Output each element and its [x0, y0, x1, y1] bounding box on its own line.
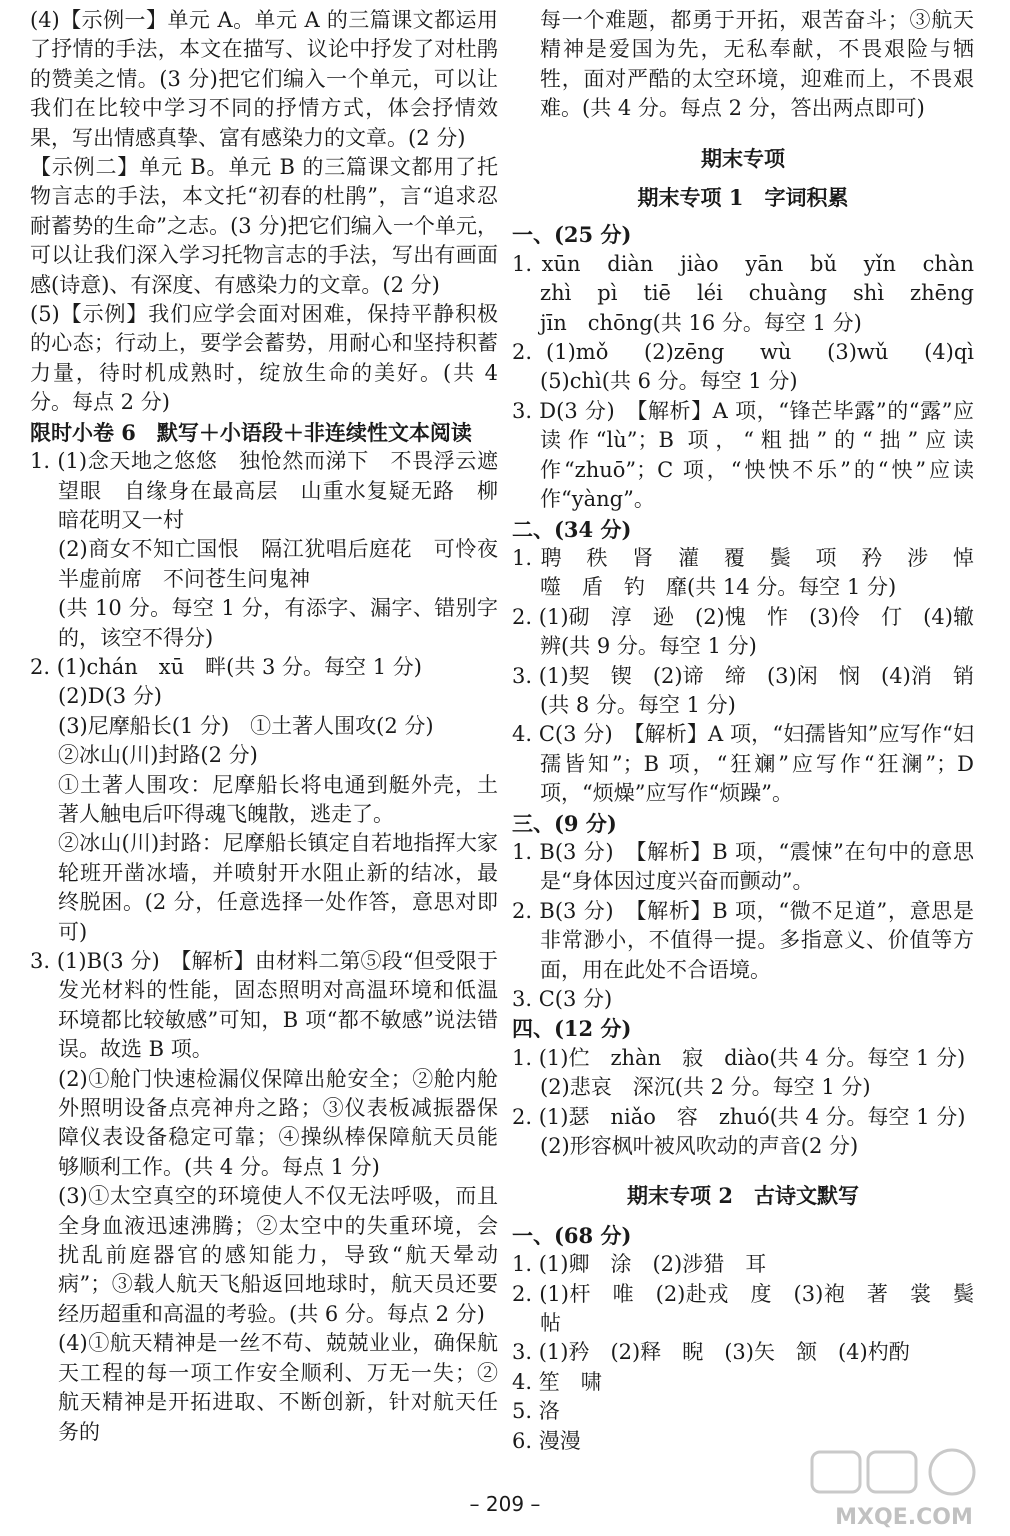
part-4-heading: 四、(12 分)	[512, 1016, 632, 1042]
part-3-q2: 2. B(3 分) 【解析】B 项，“微不足道”，意思是非常渺小，不值得一提。多指意义、价值等方面，用在此处不合语境。	[512, 898, 974, 982]
part-3-q3: 3. C(3 分)	[512, 987, 613, 1011]
part-1-heading: 一、(25 分)	[512, 222, 632, 248]
right-column	[512, 6, 995, 1456]
part-4-q2b: (2)形容枫叶被风吹动的声音(2 分)	[540, 1134, 859, 1159]
q2-explain-1: ①土著人围攻：尼摩船长将电通到艇外壳，土著人触电后吓得魂飞魄散，逃走了。	[58, 772, 498, 826]
q2-part1: 2. (1)chán xū 畔(共 3 分。每空 1 分)	[30, 654, 422, 679]
section-title-final: 期末专项	[701, 145, 785, 171]
q2-part3: (3)尼摩船长(1 分) ①土著人围攻(2 分)	[58, 713, 434, 738]
poetry-part-1-heading: 一、(68 分)	[512, 1222, 632, 1248]
part-3-heading: 三、(9 分)	[512, 810, 617, 836]
poetry-q6: 6. 漫漫	[512, 1428, 581, 1453]
q3-part2: (2)①舱门快速检漏仪保障出舱安全；②舱内舱外照明设备点亮神舟之路；③仪表板减振器保障仪表设备稳定可靠；④操纵棒保障航天员能够顺利工作。(共 4 分。每点 1 分)	[58, 1066, 498, 1179]
q3-part3: (3)①太空真空的环境使人不仅无法呼吸，而且全身血液迅速沸腾；②太空中的失重环境，会扰乱前庭器官的感知能力，导致“航天晕动病”；③载人航天飞船返回地球时，航天员还要经历超重和高温的考验。(共 6 分。每点 2 分)	[58, 1184, 498, 1326]
poetry-q4: 4. 笙 啸	[512, 1369, 602, 1394]
left-column	[30, 6, 498, 1447]
part-2-q2: 2. (1)砌 淳 逊 (2)愧 怍 (3)伶 仃 (4)辙 辨(共 9 分。每空 1 分)	[512, 604, 995, 659]
q3-part4: (4)①航天精神是一丝不苟、兢兢业业，确保航天工程的每一项工作安全顺利、万无一失；②航天精神是开拓进取、不断创新，针对航天任务的	[58, 1331, 498, 1444]
q2-explain-2: ②冰山(川)封路：尼摩船长镇定自若地指挥大家轮班开凿冰墙，并喷射开水阻止新的结冰，最终脱困。(2 分，任意选择一处作答，意思对即可)	[58, 831, 498, 944]
part-1-q2: 2. (1)mǒ (2)zēng wù (3)wǔ (4)qì (5)chì(共 6 分。每空 1 分)	[512, 340, 995, 394]
part-3-q1: 1. B(3 分) 【解析】B 项，“震悚”在句中的意思是“身体因过度兴奋而颤动”。	[512, 839, 974, 894]
answer-5: (5)【示例】我们应学会面对困难，保持平静积极的心态；行动上，要学会蓄势，用耐心和坚持积蓄力量，待时机成熟时，绽放生命的美好。(共 4 分。每点 2 分)	[30, 302, 498, 415]
answer-4-example-2: 【示例二】单元 B。单元 B 的三篇课文都用了托物言志的手法，本文托“初春的杜鹃”，言“追求忍耐蓄势的生命”之志。(3 分)把它们编入一个单元，可以让我们深入学习托物言志的手法，写出有画面感(诗意)、有深度、有感染力的文章。(2 分)	[30, 155, 498, 297]
q1-part1: 1. (1)念天地之悠悠 独怆然而涕下 不畏浮云遮望眼 自缘身在最高层 山重水复疑无路 柳暗花明又一村	[30, 449, 498, 532]
q3-part4-continued: 每一个难题，都勇于开拓，艰苦奋斗；③航天精神是爱国为先，无私奉献，不畏艰险与牺牲，面对严酷的太空环境，迎难而上，不畏艰难。(共 4 分。每点 2 分，答出两点即可)	[540, 8, 974, 121]
q2-part3-b: ②冰山(川)封路(2 分)	[58, 743, 258, 768]
q3-part1: 3. (1)B(3 分) 【解析】由材料二第⑤段“但受限于发光材料的性能，固态照明对高温环境和低温环境都比较敏感”可知，B 项“都不敏感”说法错误。故选 B 项。	[30, 949, 498, 1062]
q1-scoring: (共 10 分。每空 1 分，有添字、漏字、错别字的，该空不得分)	[58, 596, 498, 650]
poetry-q5: 5. 洛	[512, 1399, 560, 1424]
poetry-q1: 1. (1)卿 涂 (2)涉猎 耳	[512, 1252, 767, 1277]
q1-part2: (2)商女不知亡国恨 隔江犹唱后庭花 可怜夜半虚前席 不问苍生问鬼神	[58, 537, 498, 591]
section-title-2: 期末专项 2 古诗文默写	[627, 1183, 859, 1209]
poetry-q2: 2. (1)杆 唯 (2)赴戎 度 (3)袍 著 裳 鬓 帖	[512, 1281, 995, 1336]
q2-part2: (2)D(3 分)	[58, 684, 163, 709]
watermark-text: MXQE.COM	[835, 1505, 973, 1530]
section-title-1: 期末专项 1 字词积累	[637, 185, 849, 211]
page-number: – 209 –	[469, 1492, 541, 1516]
part-2-q4: 4. C(3 分) 【解析】A 项，“妇孺皆知”应写作“妇孺皆知”；B 项，“狂斓”应写作“狂澜”；D 项，“烦燥”应写作“烦躁”。	[512, 722, 974, 806]
watermark-logo	[804, 1446, 1004, 1532]
part-2-heading: 二、(34 分)	[512, 516, 632, 542]
part-1-q1: 1. xūn diàn jiào yān bǔ yǐn chàn zhì pì tiē léi chuàng shì zhēng jīn chōng(共 16 分。每空 1 分)	[512, 251, 995, 335]
poetry-q3: 3. (1)矜 (2)释 睨 (3)矢 颔 (4)杓酌	[512, 1340, 910, 1365]
part-4-q1a: 1. (1)伫 zhàn 寂 diào(共 4 分。每空 1 分)	[512, 1045, 966, 1070]
part-4-q2a: 2. (1)瑟 niǎo 容 zhuó(共 4 分。每空 1 分)	[512, 1104, 966, 1129]
part-2-q1: 1. 聘 秩 肾 灌 覆 鬓 项 矜 涉 悼 噬 盾 钓 靡(共 14 分。每空 1 分)	[512, 545, 995, 600]
quiz-6-heading: 限时小卷 6 默写＋小语段＋非连续性文本阅读	[30, 419, 472, 445]
part-2-q3: 3. (1)契 锲 (2)谛 缔 (3)闲 悯 (4)消 销(共 8 分。每空 1 分)	[512, 663, 974, 717]
part-4-q1b: (2)悲哀 深沉(共 2 分。每空 1 分)	[540, 1075, 871, 1100]
answer-4-example-1: (4)【示例一】单元 A。单元 A 的三篇课文都运用了抒情的手法，本文在描写、议论中抒发了对杜鹃的赞美之情。(3 分)把它们编入一个单元，可以让我们在比较中学习不同的抒情方式，体会抒情效果，写出情感真挚、富有感染力的文章。(2 分)	[30, 8, 498, 150]
part-1-q3: 3. D(3 分) 【解析】A 项，“锋芒毕露”的“露”应读作“lù”；B 项，“粗拙”的“拙”应读作“zhuō”；C 项，“怏怏不乐”的“怏”应读作“yàng”。	[512, 398, 974, 512]
